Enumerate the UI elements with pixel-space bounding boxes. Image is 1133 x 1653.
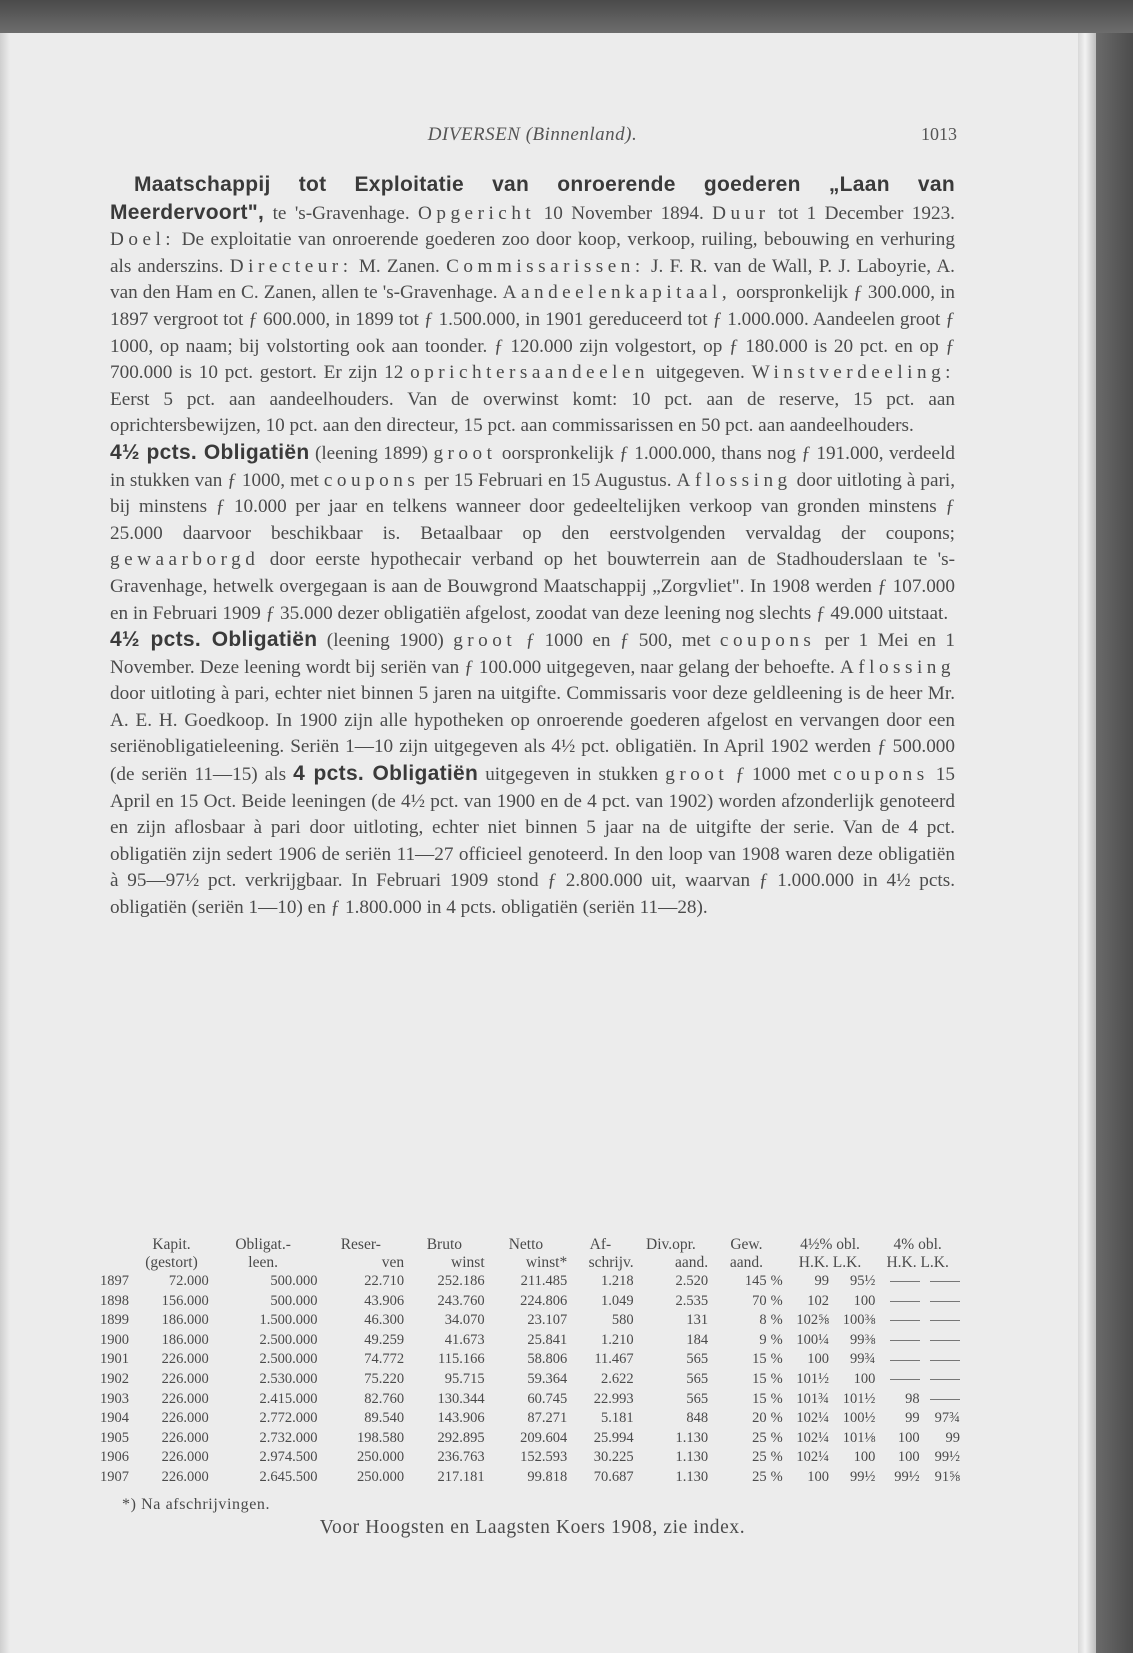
cell-hk4: 99 (905, 1410, 920, 1427)
cell-afschr: 1.049 (601, 1292, 634, 1309)
cell-hk45: 99 (814, 1273, 829, 1289)
cell-reserven: 75.220 (364, 1370, 405, 1387)
cell-bruto: 41.673 (444, 1331, 485, 1348)
cell-obligat: 2.530.000 (259, 1370, 318, 1387)
cell-hk45: 102¼ (796, 1429, 829, 1446)
cell-kapit: 226.000 (161, 1370, 209, 1387)
cell-year: 1903 (100, 1390, 129, 1407)
cell-year: 1904 (100, 1410, 129, 1427)
cell-reserven: 250.000 (356, 1468, 405, 1485)
cell-hk4: 100 (897, 1449, 920, 1466)
label-winstverdeeling: Winstverdeeling: (751, 362, 955, 384)
cell-year: 1907 (100, 1468, 129, 1485)
cell-pct: % (770, 1468, 783, 1485)
cell-lk45: 99⅜ (849, 1331, 876, 1348)
cell-kapit: 186.000 (161, 1331, 209, 1348)
cell-hk45: 102⅝ (796, 1312, 829, 1329)
cell-obligat: 2.500.000 (259, 1331, 318, 1348)
table-row (100, 1272, 960, 1292)
cell-divopr: 131 (686, 1312, 709, 1329)
cell-pct: % (770, 1429, 783, 1446)
col-gew: Gew. (730, 1236, 763, 1253)
cell-gew: 70 (752, 1292, 767, 1309)
cell-lk4: 99½ (934, 1449, 960, 1466)
label-aandeelenkapitaal: Aandeelenkapitaal, (502, 282, 732, 304)
no-quote-dash (890, 1340, 920, 1341)
cell-reserven: 22.710 (364, 1273, 405, 1289)
cell-netto: 209.604 (520, 1429, 568, 1446)
col-obligat: Obligat.- (235, 1236, 291, 1253)
cell-hk45: 102 (807, 1292, 829, 1309)
cell-hk4 (875, 1331, 919, 1351)
cell-lk4: 97¾ (934, 1410, 960, 1427)
cell-obligat: 2.645.500 (259, 1468, 318, 1485)
cell-lk45: 100½ (842, 1410, 876, 1427)
cell-kapit: 226.000 (161, 1449, 209, 1466)
cell-hk45: 101½ (796, 1370, 829, 1387)
cell-lk45: 99¾ (849, 1351, 876, 1368)
cell-obligat: 500.000 (270, 1292, 318, 1309)
cell-bruto: 217.181 (437, 1468, 485, 1485)
running-title: DIVERSEN (Binnenland). (427, 124, 638, 145)
col-netto: Netto (508, 1236, 544, 1253)
no-quote-dash (930, 1320, 960, 1321)
cell-lk4: 99 (945, 1429, 960, 1446)
cell-hk4: 99½ (894, 1468, 920, 1485)
table-body (100, 1272, 960, 1488)
cell-kapit: 226.000 (161, 1351, 209, 1368)
cell-gew: 15 (752, 1390, 767, 1407)
cell-afschr: 1.210 (601, 1331, 634, 1348)
cell-obligat: 1.500.000 (259, 1312, 318, 1329)
cell-divopr: 565 (686, 1351, 709, 1368)
cell-lk4 (920, 1331, 960, 1351)
cell-obligat: 2.974.500 (259, 1449, 318, 1466)
table-header-row-2: (gestort) leen. ven winst winst* schrijv. aand. aand. H.K. L.K. H.K. L.K. (145, 1254, 949, 1271)
cell-divopr: 565 (686, 1370, 709, 1387)
table-row (100, 1409, 960, 1429)
section-heading-obligaties-4pct: 4 pcts. Obligatiën (293, 762, 479, 786)
cell-year: 1900 (100, 1331, 129, 1348)
cell-hk45: 100¼ (796, 1331, 829, 1348)
cell-divopr: 1.130 (675, 1468, 709, 1485)
cell-reserven: 250.000 (356, 1449, 405, 1466)
table-footnote: *) Na afschrijvingen. (122, 1496, 271, 1513)
cell-kapit: 226.000 (161, 1429, 209, 1446)
label-doel: Doel: (110, 229, 176, 251)
cell-netto: 25.841 (527, 1331, 568, 1348)
cell-pct: % (770, 1292, 783, 1309)
cell-afschr: 30.225 (593, 1449, 634, 1466)
no-quote-dash (930, 1301, 960, 1302)
cell-reserven: 46.300 (364, 1312, 405, 1329)
cell-reserven: 74.772 (364, 1351, 405, 1368)
cell-gew: 25 (752, 1468, 767, 1485)
cell-lk4 (920, 1350, 960, 1370)
label-duur: Duur (712, 202, 770, 224)
cell-hk4: 98 (905, 1390, 920, 1407)
no-quote-dash (890, 1281, 920, 1282)
cell-lk45: 100⅜ (842, 1312, 876, 1329)
cell-gew: 15 (752, 1351, 767, 1368)
cell-pct: % (770, 1331, 783, 1348)
section-heading-obligaties-1900: 4½ pcts. Obligatiën (110, 628, 318, 652)
col-kapit: Kapit. (152, 1236, 191, 1253)
cell-bruto: 95.715 (444, 1370, 485, 1387)
cell-lk4 (920, 1390, 960, 1410)
cell-obligat: 500.000 (270, 1273, 318, 1289)
table-row (100, 1370, 960, 1390)
cell-afschr: 1.218 (601, 1273, 634, 1289)
cell-hk4 (875, 1292, 919, 1312)
cell-year: 1906 (100, 1449, 129, 1466)
cell-netto: 99.818 (527, 1468, 568, 1485)
cell-bruto: 115.166 (438, 1351, 485, 1368)
cell-year: 1897 (100, 1273, 129, 1289)
cell-netto: 211.485 (520, 1273, 568, 1289)
cell-reserven: 198.580 (356, 1429, 405, 1446)
no-quote-dash (930, 1379, 960, 1380)
cell-netto: 60.745 (527, 1390, 568, 1407)
cell-year: 1905 (100, 1429, 129, 1446)
cell-pct: % (770, 1312, 783, 1329)
cell-hk45: 100 (807, 1468, 829, 1485)
cell-afschr: 5.181 (601, 1410, 634, 1427)
col-reserven: Reser- (340, 1236, 381, 1253)
cell-lk45: 101½ (842, 1390, 876, 1407)
cell-kapit: 226.000 (161, 1468, 209, 1485)
cell-divopr: 1.130 (675, 1449, 709, 1466)
cell-lk4 (920, 1292, 960, 1312)
cell-bruto: 130.344 (437, 1390, 485, 1407)
cell-divopr: 2.535 (675, 1292, 709, 1309)
cell-bruto: 243.760 (437, 1292, 485, 1309)
cell-lk4 (920, 1370, 960, 1390)
cell-pct: % (770, 1370, 783, 1387)
cell-netto: 58.806 (527, 1351, 568, 1368)
cell-obligat: 2.732.000 (259, 1429, 318, 1446)
cell-gew: 145 (744, 1273, 767, 1289)
cell-year: 1901 (100, 1351, 129, 1368)
cell-obligat: 2.415.000 (259, 1390, 318, 1407)
table-row (100, 1311, 960, 1331)
cell-lk45: 99½ (849, 1468, 876, 1485)
scan-border-top (0, 0, 1133, 36)
cell-pct: % (770, 1351, 783, 1368)
cell-hk4: 100 (897, 1429, 920, 1446)
cell-year: 1902 (100, 1370, 129, 1387)
cell-lk45: 101⅛ (842, 1429, 876, 1446)
cell-gew: 20 (752, 1410, 767, 1427)
cell-kapit: 72.000 (168, 1273, 209, 1289)
label-opgericht: Opgericht (418, 202, 536, 224)
page-gutter-shadow (0, 33, 10, 1653)
no-quote-dash (890, 1379, 920, 1380)
cell-hk45: 102¼ (796, 1410, 829, 1427)
cell-pct: % (770, 1390, 783, 1407)
cell-lk45: 100 (853, 1370, 876, 1387)
no-quote-dash (890, 1301, 920, 1302)
cell-pct: % (770, 1449, 783, 1466)
cell-bruto: 252.186 (437, 1273, 485, 1289)
col-divopr: Div.opr. (646, 1236, 696, 1253)
cell-obligat: 2.500.000 (259, 1351, 318, 1368)
cell-netto: 224.806 (520, 1292, 568, 1309)
cell-hk45: 102¼ (796, 1449, 829, 1466)
cell-afschr: 25.994 (593, 1429, 634, 1446)
cell-lk45: 95½ (849, 1273, 876, 1289)
cell-lk45: 100 (853, 1449, 876, 1466)
cell-hk45: 100 (807, 1351, 829, 1368)
cell-kapit: 156.000 (161, 1292, 209, 1309)
cell-bruto: 143.906 (437, 1410, 485, 1427)
table-row (100, 1390, 960, 1410)
cell-hk4 (875, 1350, 919, 1370)
cell-kapit: 226.000 (161, 1410, 209, 1427)
cell-afschr: 580 (611, 1312, 634, 1329)
cell-afschr: 11.467 (594, 1351, 634, 1368)
cell-divopr: 184 (686, 1331, 709, 1348)
cell-lk45: 100 (853, 1292, 876, 1309)
closing-note: Voor Hoogsten en Laagsten Koers 1908, zie index. (319, 1517, 746, 1538)
cell-year: 1899 (100, 1312, 129, 1329)
table-row (100, 1350, 960, 1370)
section-heading-obligaties-1899: 4½ pcts. Obligatiën (110, 440, 310, 464)
table-row (100, 1292, 960, 1312)
financial-table (100, 1236, 960, 1488)
cell-netto: 152.593 (520, 1449, 568, 1466)
no-quote-dash (930, 1281, 960, 1282)
table-row (100, 1429, 960, 1449)
no-quote-dash (930, 1360, 960, 1361)
cell-lk4 (920, 1272, 960, 1292)
obligaties-1899-paragraph: 4½ pcts. Obligatiën (leening 1899) groot oorspronkelijk ƒ 1.000.000, thans nog ƒ 191.000, verdeeld in stukken van ƒ 1000, met coupons per 15 Februari en 15 Augustus. Aflossing door uitloting à pari, bij minstens ƒ 10.000 per jaar en telkens wanneer door gedeeltelijken verkoop van gronden minstens ƒ 25.000 daarvoor beschikbaar is. Betaalbaar op den eerstvolgenden vervaldag der coupons; gewaarborgd door eerste hypothecair verband op het bouwterrein aan de Stadhouderslaan te 's-Gravenhage, hetwelk overgegaan is aan de Bouwgrond Maatschappij „Zorgvliet". In 1908 werden ƒ 107.000 en in Februari 1909 ƒ 35.000 dezer obligatiën afgelost, zoodat van deze leening nog slechts ƒ 49.000 uitstaat. (110, 440, 956, 624)
no-quote-dash (890, 1360, 920, 1361)
cell-gew: 25 (752, 1429, 767, 1446)
cell-netto: 87.271 (527, 1410, 568, 1427)
col-obl-45: 4½% obl. (800, 1236, 860, 1253)
cell-netto: 59.364 (527, 1370, 568, 1387)
no-quote-dash (890, 1320, 920, 1321)
cell-divopr: 565 (686, 1390, 709, 1407)
obligaties-1900-paragraph: 4½ pcts. Obligatiën (leening 1900) groot ƒ 1000 en ƒ 500, met coupons per 1 Mei en 1 November. Deze leening wordt bij seriën van ƒ 100.000 uitgegeven, naar gelang der behoefte. Aflossing door uitloting à pari, echter niet binnen 5 jaren na uitgifte. Commissaris voor deze geldleening is de heer Mr. A. E. H. Goedkoop. In 1900 zijn alle hypotheken op onroerende goederen afgelost en vervangen door een seriënobligatieleening. Seriën 1—10 zijn uitgegeven als 4½ pct. obligatiën. In April 1902 werden ƒ 500.000 (de seriën 11—15) als 4 pcts. Obligatiën uitgegeven in stukken groot ƒ 1000 met coupons 15 April en 15 Oct. Beide leeningen (de 4½ pct. van 1900 en de 4 pct. van 1902) worden afzonderlijk genoteerd en zijn aflosbaar à pari door uitloting, echter niet binnen 5 jaar na de uitgifte der serie. Van de 4 pct. obligatiën zijn sedert 1906 de seriën 11—27 officieel genoteerd. In den loop van 1908 waren deze obligatiën à 95—97½ pct. verkrijgbaar. In Februari 1909 stond ƒ 2.800.000 uit, waarvan ƒ 1.000.000 in 4½ pcts. obligatiën (seriën 1—10) en ƒ 1.800.000 in 4 pcts. obligatiën (seriën 11—28). (110, 628, 955, 919)
cell-reserven: 49.259 (364, 1331, 405, 1348)
cell-year: 1898 (100, 1292, 129, 1309)
scan-border-right (1096, 33, 1133, 1653)
label-commissarissen: Commissarissen: (446, 255, 645, 277)
cell-bruto: 236.763 (437, 1449, 485, 1466)
cell-lk4: 91⅝ (934, 1468, 960, 1485)
table-row (100, 1468, 960, 1488)
cell-afschr: 2.622 (601, 1370, 634, 1387)
table-row (100, 1331, 960, 1351)
cell-pct: % (770, 1410, 783, 1427)
cell-gew: 15 (752, 1370, 767, 1387)
article-body (110, 172, 955, 922)
label-directeur: Directeur: (229, 255, 353, 277)
cell-obligat: 2.772.000 (259, 1410, 318, 1427)
cell-bruto: 292.895 (437, 1429, 485, 1446)
cell-hk4 (875, 1370, 919, 1390)
col-bruto: Bruto (426, 1236, 463, 1253)
cell-bruto: 34.070 (444, 1312, 485, 1329)
cell-hk4 (875, 1311, 919, 1331)
cell-lk4 (920, 1311, 960, 1331)
label-oprichtersaandeelen: oprichtersaandeelen (410, 362, 650, 384)
cell-hk4 (875, 1272, 919, 1292)
cell-afschr: 22.993 (593, 1390, 634, 1407)
running-head (110, 124, 955, 148)
cell-pct: % (770, 1273, 783, 1289)
cell-reserven: 82.760 (364, 1390, 405, 1407)
cell-divopr: 2.520 (675, 1273, 709, 1289)
table-row (100, 1448, 960, 1468)
col-obl-4: 4% obl. (893, 1236, 942, 1253)
no-quote-dash (930, 1399, 960, 1400)
cell-divopr: 848 (686, 1410, 709, 1427)
company-name: Maatschappij tot Exploitatie van onroerende goederen „Laan van Meerdervoort", (110, 173, 955, 224)
cell-gew: 8 (759, 1312, 767, 1329)
cell-reserven: 89.540 (364, 1410, 405, 1427)
col-afschrijv: Af- (589, 1236, 612, 1253)
cell-afschr: 70.687 (593, 1468, 634, 1485)
cell-netto: 23.107 (527, 1312, 568, 1329)
no-quote-dash (930, 1340, 960, 1341)
cell-divopr: 1.130 (675, 1429, 709, 1446)
cell-gew: 25 (752, 1449, 767, 1466)
cell-reserven: 43.906 (364, 1292, 405, 1309)
page-number: 1013 (921, 124, 957, 144)
cell-gew: 9 (759, 1331, 767, 1348)
table-header-row-1 (100, 1236, 960, 1254)
company-paragraph: Maatschappij tot Exploitatie van onroerende goederen „Laan van Meerdervoort", te 's-Gravenhage. Opgericht 10 November 1894. Duur tot 1 December 1923. Doel: De exploitatie van onroerende goederen zoo door koop, verkoop, ruiling, bebouwing en verhuring als anderszins. Directeur: M. Zanen. Commissarissen: J. F. R. van de Wall, P. J. Laboyrie, A. van den Ham en C. Zanen, allen te 's-Gravenhage. Aandeelenkapitaal, oorspronkelijk ƒ 300.000, in 1897 vergroot tot ƒ 600.000, in 1899 tot ƒ 1.500.000, in 1901 gereduceerd tot ƒ 1.000.000. Aandeelen groot ƒ 1000, op naam; bij volstorting ook aan toonder. ƒ 120.000 zijn volgestort, op ƒ 180.000 is 20 pct. en op ƒ 700.000 is 10 pct. gestort. Er zijn 12 oprichtersaandeelen uitgegeven. Winstverdeeling: Eerst 5 pct. aan aandeelhouders. Van de overwinst komt: 10 pct. aan de reserve, 15 pct. aan oprichtersbewijzen, 10 pct. aan den directeur, 15 pct. aan commissarissen en 50 pct. aan aandeelhouders. (110, 173, 955, 437)
page-edge (1078, 33, 1096, 1653)
cell-hk45: 101¾ (796, 1390, 829, 1407)
cell-kapit: 186.000 (161, 1312, 209, 1329)
cell-kapit: 226.000 (161, 1390, 209, 1407)
